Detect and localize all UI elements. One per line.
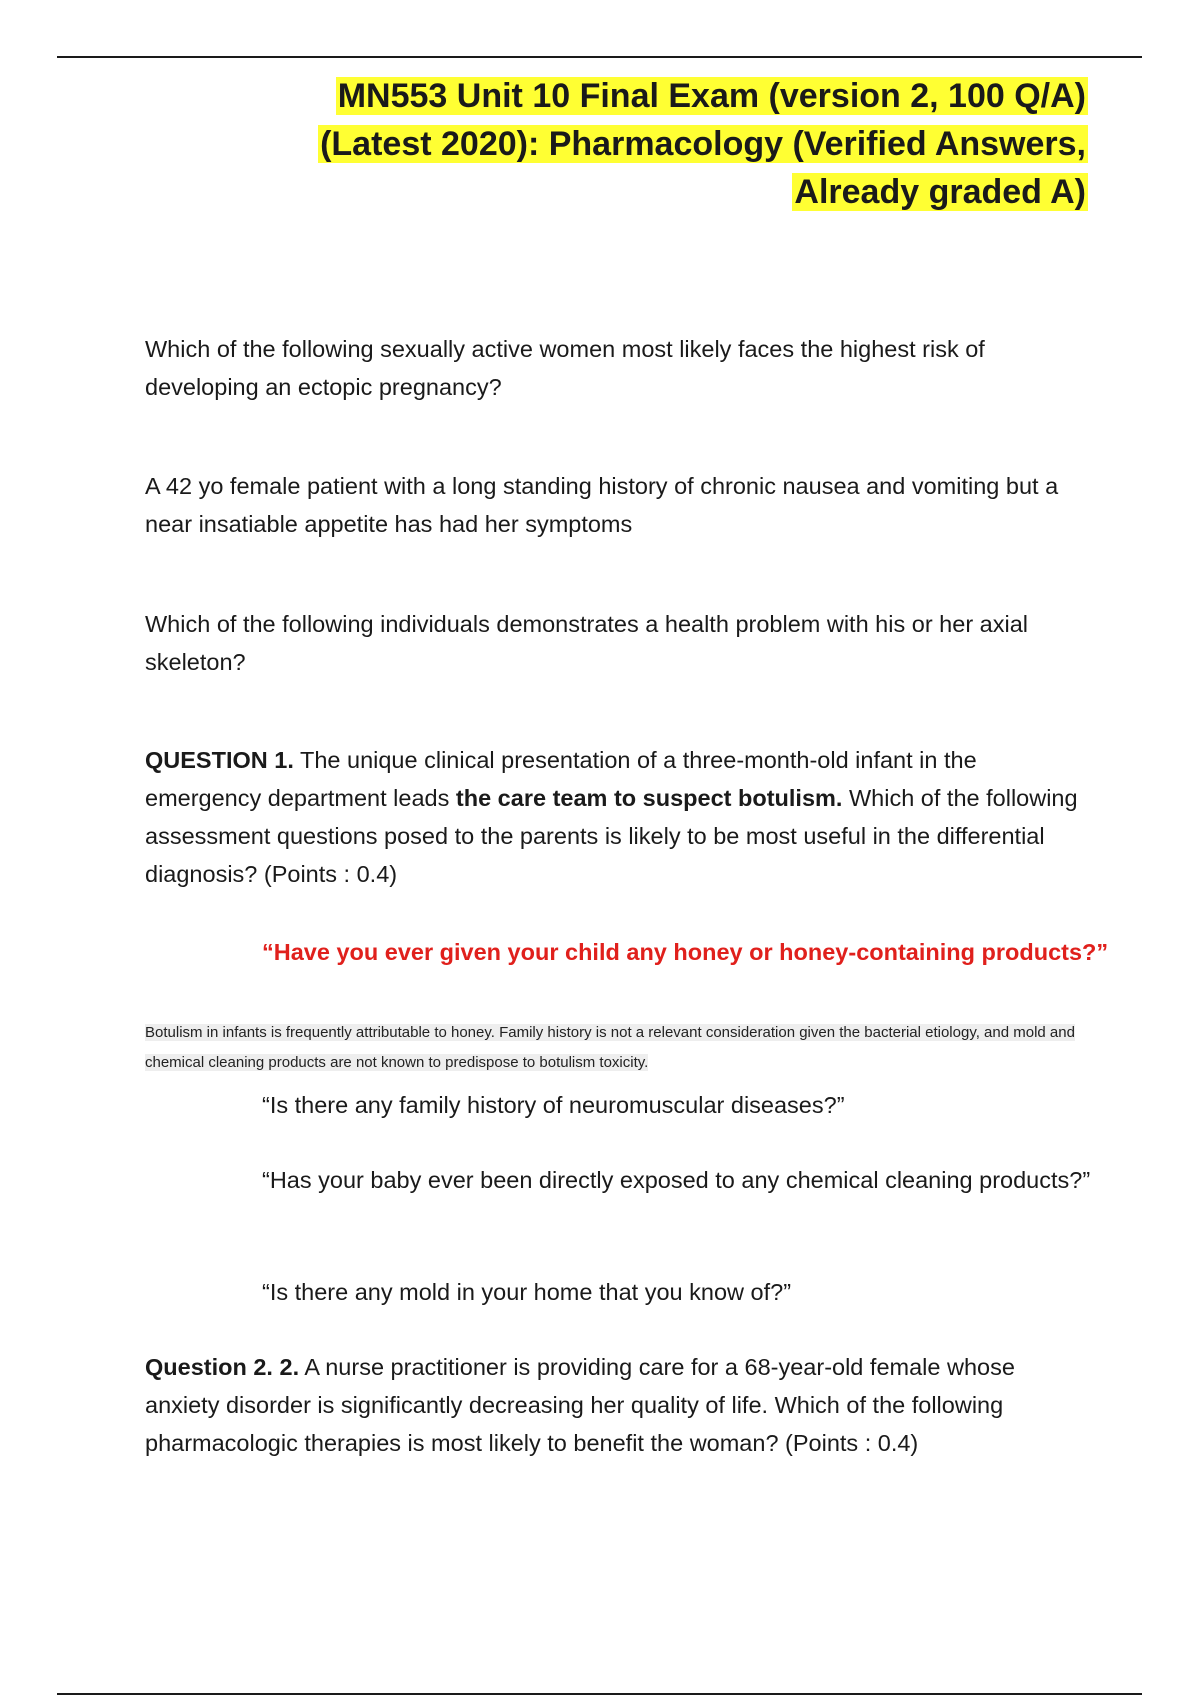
title-line-2: (Latest 2020): Pharmacology (Verified Answers,	[320, 125, 1086, 163]
title-line-1: MN553 Unit 10 Final Exam (version 2, 100 Q/A)	[337, 77, 1086, 115]
answer-rationale: Botulism in infants is frequently attributable to honey. Family history is not a relevant consideration given the bacterial etiology, and mold and chemical cleaning products are not known to predispose to botulism toxicity.	[145, 1024, 1075, 1071]
answer-option-family-history: “Is there any family history of neuromuscular diseases?”	[262, 1092, 845, 1118]
question-nausea-vomiting: A 42 yo female patient with a long standing history of chronic nausea and vomiting but a near insatiable appetite has had her symptoms	[145, 473, 1059, 537]
question-2: Question 2. 2. A nurse practitioner is providing care for a 68-year-old female whose anxiety disorder is significantly decreasing her quality of life. Which of the following pharmacologic therapies is most likely to benefit the woman? (Points : 0.4)	[145, 1354, 1015, 1456]
question-1: QUESTION 1. The unique clinical presentation of a three-month-old infant in the emergency department leads the care team to suspect botulism. Which of the following assessment questions posed to the parents is likely to be most useful in the differential diagnosis? (Points : 0.4)	[145, 747, 1078, 887]
answer-option-mold: “Is there any mold in your home that you know of?”	[262, 1279, 792, 1305]
document-title	[250, 72, 1088, 216]
top-rule	[57, 56, 1142, 58]
question-ectopic-pregnancy: Which of the following sexually active women most likely faces the highest risk of developing an ectopic pregnancy?	[145, 336, 985, 400]
correct-answer: “Have you ever given your child any honey or honey-containing products?”	[262, 939, 1109, 965]
bottom-rule	[57, 1693, 1142, 1695]
answer-option-chemical-cleaning: “Has your baby ever been directly exposed to any chemical cleaning products?”	[262, 1167, 1091, 1193]
question-2-label: Question 2. 2.	[145, 1354, 300, 1380]
question-1-label: QUESTION 1.	[145, 747, 294, 773]
title-line-3: Already graded A)	[794, 173, 1086, 211]
question-axial-skeleton: Which of the following individuals demonstrates a health problem with his or her axial skeleton?	[145, 611, 1029, 675]
